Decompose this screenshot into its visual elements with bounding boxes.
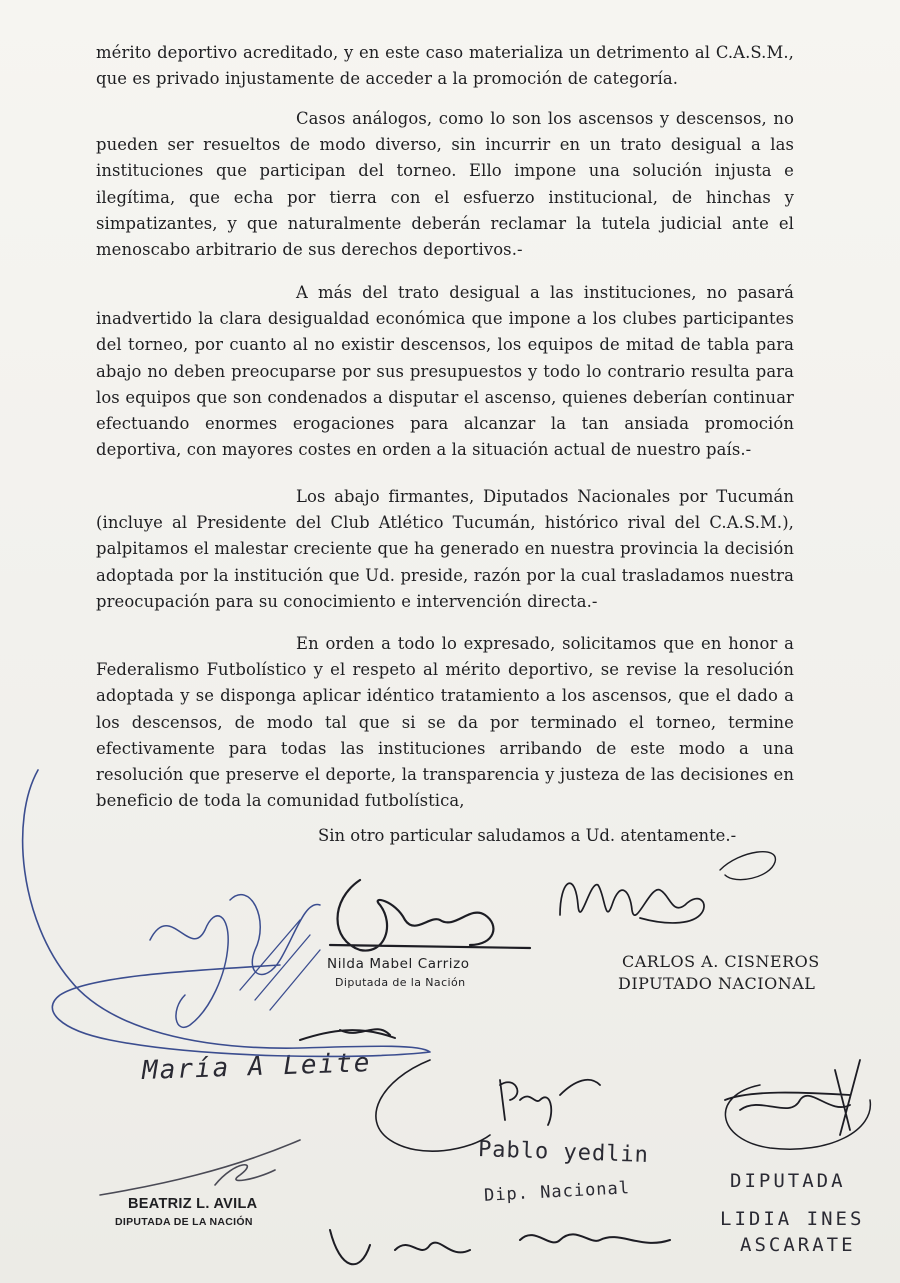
leite-handwritten-name: María A Leite xyxy=(141,1048,372,1086)
cisneros-signature-stroke xyxy=(560,883,704,923)
leite-signature-flourish xyxy=(230,895,320,975)
leite-signature-underline xyxy=(300,1029,395,1040)
leite-signature-mark xyxy=(240,920,320,1010)
yedlin-handwritten-title: Dip. Nacional xyxy=(483,1178,631,1206)
bottom-signature-stroke xyxy=(330,1230,670,1264)
paragraph-4: Los abajo firmantes, Diputados Nacionales por Tucumán (incluye al Presidente del Club Atlético Tucumán, histórico rival del C.A.S.M.), palpitamos el malestar creciente que ha generado en nuestra provincia la decisión adoptada por la institución que Ud. preside, razón por la cual trasladamos nuestra preocupación para su conocimiento e intervención directa.- xyxy=(96,487,794,611)
carrizo-signature-stroke xyxy=(330,880,530,951)
yedlin-signature-loop xyxy=(376,1060,490,1151)
yedlin-handwritten-name: Pablo yedlin xyxy=(477,1137,650,1168)
cisneros-signature-name: CARLOS A. CISNEROS xyxy=(622,952,820,971)
yedlin-signature-stroke xyxy=(500,1080,600,1125)
ascarate-signature-stroke xyxy=(725,1060,860,1135)
ascarate-signature-loop xyxy=(725,1085,870,1149)
leite-signature-stroke xyxy=(150,916,228,1027)
avila-signature-name: BEATRIZ L. AVILA xyxy=(128,1196,258,1212)
paragraph-3: A más del trato desigual a las instituciones, no pasará inadvertido la clara desigualdad económica que impone a los clubes participantes del torneo, por cuanto al no existir descensos, los equipos de mitad de tabla para abajo no deben preocuparse por sus presupuestos y todo lo contrario resulta para los equipos que son condenados a disputar el ascenso, quienes deberían continuar efectuando enormes erogaciones para alcanzar la tan ansiada promoción deportiva, con mayores costes en orden a la situación actual de nuestro país.- xyxy=(96,283,794,460)
ascarate-handwritten-line-1: DIPUTADA xyxy=(730,1170,846,1192)
paragraph-2: Casos análogos, como lo son los ascensos y descensos, no pueden ser resueltos de modo diverso, sin incurrir en un trato desigual a las instituciones que participan del torneo. Ello impone una solución injusta e ilegítima, que echa por tierra con el esfuerzo institucional, de hinchas y simpatizantes, y que naturalmente deberán reclamar la tutela judicial ante el menoscabo arbitrario de sus derechos deportivos.- xyxy=(96,109,794,260)
cisneros-signature-oval xyxy=(720,852,775,880)
paragraph-5: En orden a todo lo expresado, solicitamos que en honor a Federalismo Futbolístico y el respeto al mérito deportivo, se revise la resolución adoptada y se disponga aplicar idéntico tratamiento a los ascensos, que el dado a los descensos, de modo tal que si se da por terminado el torneo, termine efectivamente para todas las instituciones arribando de este modo a una resolución que preserve el deporte, la transparencia y justeza de las decisiones en beneficio de toda la comunidad futbolística, xyxy=(96,634,794,811)
carrizo-signature-title: Diputada de la Nación xyxy=(335,976,466,989)
avila-signature-stroke xyxy=(100,1140,300,1195)
avila-signature-title: DIPUTADA DE LA NACIÓN xyxy=(115,1216,253,1228)
carrizo-signature-name: Nilda Mabel Carrizo xyxy=(327,956,470,972)
ascarate-handwritten-line-3: ASCARATE xyxy=(740,1234,856,1256)
paragraph-1: mérito deportivo acreditado, y en este caso materializa un detrimento al C.A.S.M., que es privado injustamente de acceder a la promoción de categoría. xyxy=(96,43,794,89)
closing-line: Sin otro particular saludamos a Ud. atentamente.- xyxy=(318,826,737,845)
cisneros-signature-title: DIPUTADO NACIONAL xyxy=(618,974,816,993)
ascarate-handwritten-line-2: LIDIA INES xyxy=(720,1208,865,1230)
